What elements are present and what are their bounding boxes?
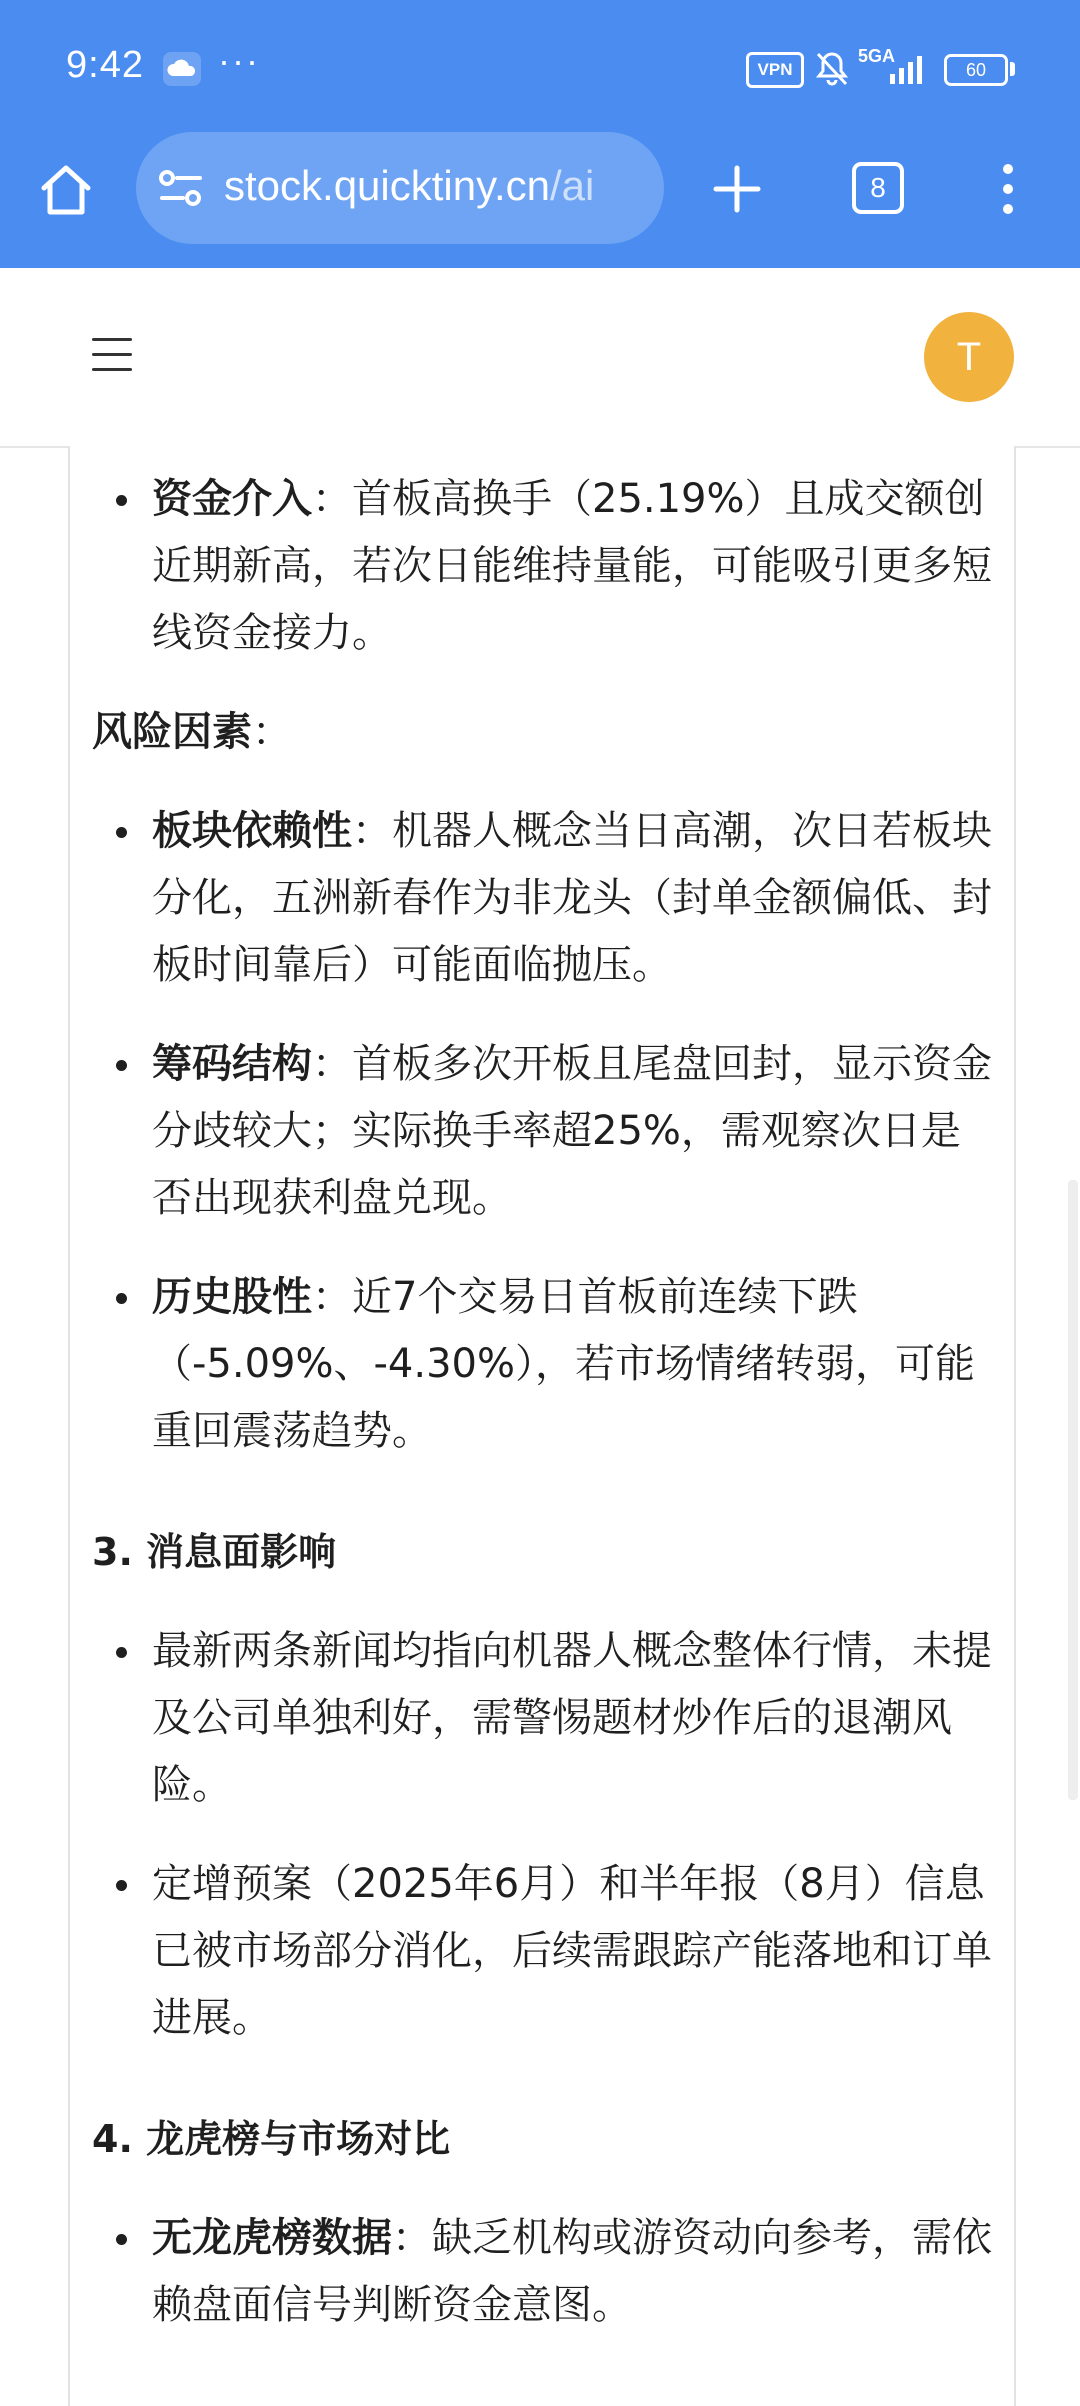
item-term: 历史股性 xyxy=(152,1274,312,1320)
battery-icon: 60 xyxy=(944,54,1008,86)
cloud-icon xyxy=(163,52,201,86)
lhb-list xyxy=(92,2205,992,2339)
site-settings-icon[interactable] xyxy=(158,166,204,214)
site-header xyxy=(0,268,1080,448)
network-type: 5GA xyxy=(858,46,896,66)
risk-label-text: 风险因素 xyxy=(92,709,252,755)
item-term: 板块依赖性 xyxy=(152,808,352,854)
url-text[interactable] xyxy=(224,162,594,210)
risk-label xyxy=(92,699,992,766)
address-bar[interactable] xyxy=(136,132,664,244)
item-text: ：缺乏机构或游资动向参考，需依赖盘面信号判断资金意图。 xyxy=(152,2215,992,2328)
browser-toolbar xyxy=(0,110,1080,268)
list-item xyxy=(92,1031,992,1232)
hamburger-menu-icon[interactable] xyxy=(92,338,132,378)
list-item: 定增预案（2025年6月）和半年报（8月）信息已被市场部分消化，后续需跟踪产能落地和订单进展。 xyxy=(92,1851,992,2052)
risk-list xyxy=(92,798,992,1465)
list-a xyxy=(92,466,992,667)
url-path: /ai xyxy=(550,162,595,209)
news-list xyxy=(92,1618,992,2052)
list-item xyxy=(92,2205,992,2339)
item-text: ：首板多次开板且尾盘回封，显示资金分歧较大；实际换手率超25%，需观察次日是否出现获利盘兑现。 xyxy=(152,1041,992,1221)
status-bar xyxy=(0,0,1080,110)
item-term: 无龙虎榜数据 xyxy=(152,2215,392,2261)
home-icon[interactable] xyxy=(36,160,96,224)
item-text: ：首板高换手（25.19%）且成交额创近期新高，若次日能维持量能，可能吸引更多短线资金接力。 xyxy=(152,476,992,656)
item-text: ：机器人概念当日高潮，次日若板块分化，五洲新春作为非龙头（封单金额偏低、封板时间靠后）可能面临抛压。 xyxy=(152,808,992,988)
vpn-icon: VPN xyxy=(746,52,804,88)
battery-tip xyxy=(1010,62,1015,76)
list-item xyxy=(92,466,992,667)
item-term: 资金介入 xyxy=(152,476,312,522)
analysis-content xyxy=(92,446,992,2339)
signal-icon xyxy=(888,52,932,90)
status-more-dots: ··· xyxy=(218,40,260,81)
item-text: ：近7个交易日首板前连续下跌（-5.09%、-4.30%），若市场情绪转弱，可能重回震荡趋势。 xyxy=(152,1274,976,1454)
bell-muted-icon xyxy=(812,48,852,92)
new-tab-icon[interactable] xyxy=(710,162,764,220)
list-item xyxy=(92,1264,992,1465)
status-time: 9:42 xyxy=(66,44,144,86)
section-heading-news: 3. 消息面影响 xyxy=(92,1530,337,1574)
browser-chrome xyxy=(0,0,1080,268)
more-menu-icon[interactable] xyxy=(998,162,1018,220)
list-item: 最新两条新闻均指向机器人概念整体行情，未提及公司单独利好，需警惕题材炒作后的退潮风险。 xyxy=(92,1618,992,1819)
avatar[interactable]: T xyxy=(924,312,1014,402)
url-host: stock.quicktiny.cn xyxy=(224,162,551,209)
scrollbar[interactable] xyxy=(1068,1180,1078,1800)
list-item xyxy=(92,798,992,999)
tabs-icon[interactable]: 8 xyxy=(852,162,904,214)
risk-label-colon: ： xyxy=(252,709,292,755)
section-heading-lhb: 4. 龙虎榜与市场对比 xyxy=(92,2117,451,2161)
item-term: 筹码结构 xyxy=(152,1041,312,1087)
